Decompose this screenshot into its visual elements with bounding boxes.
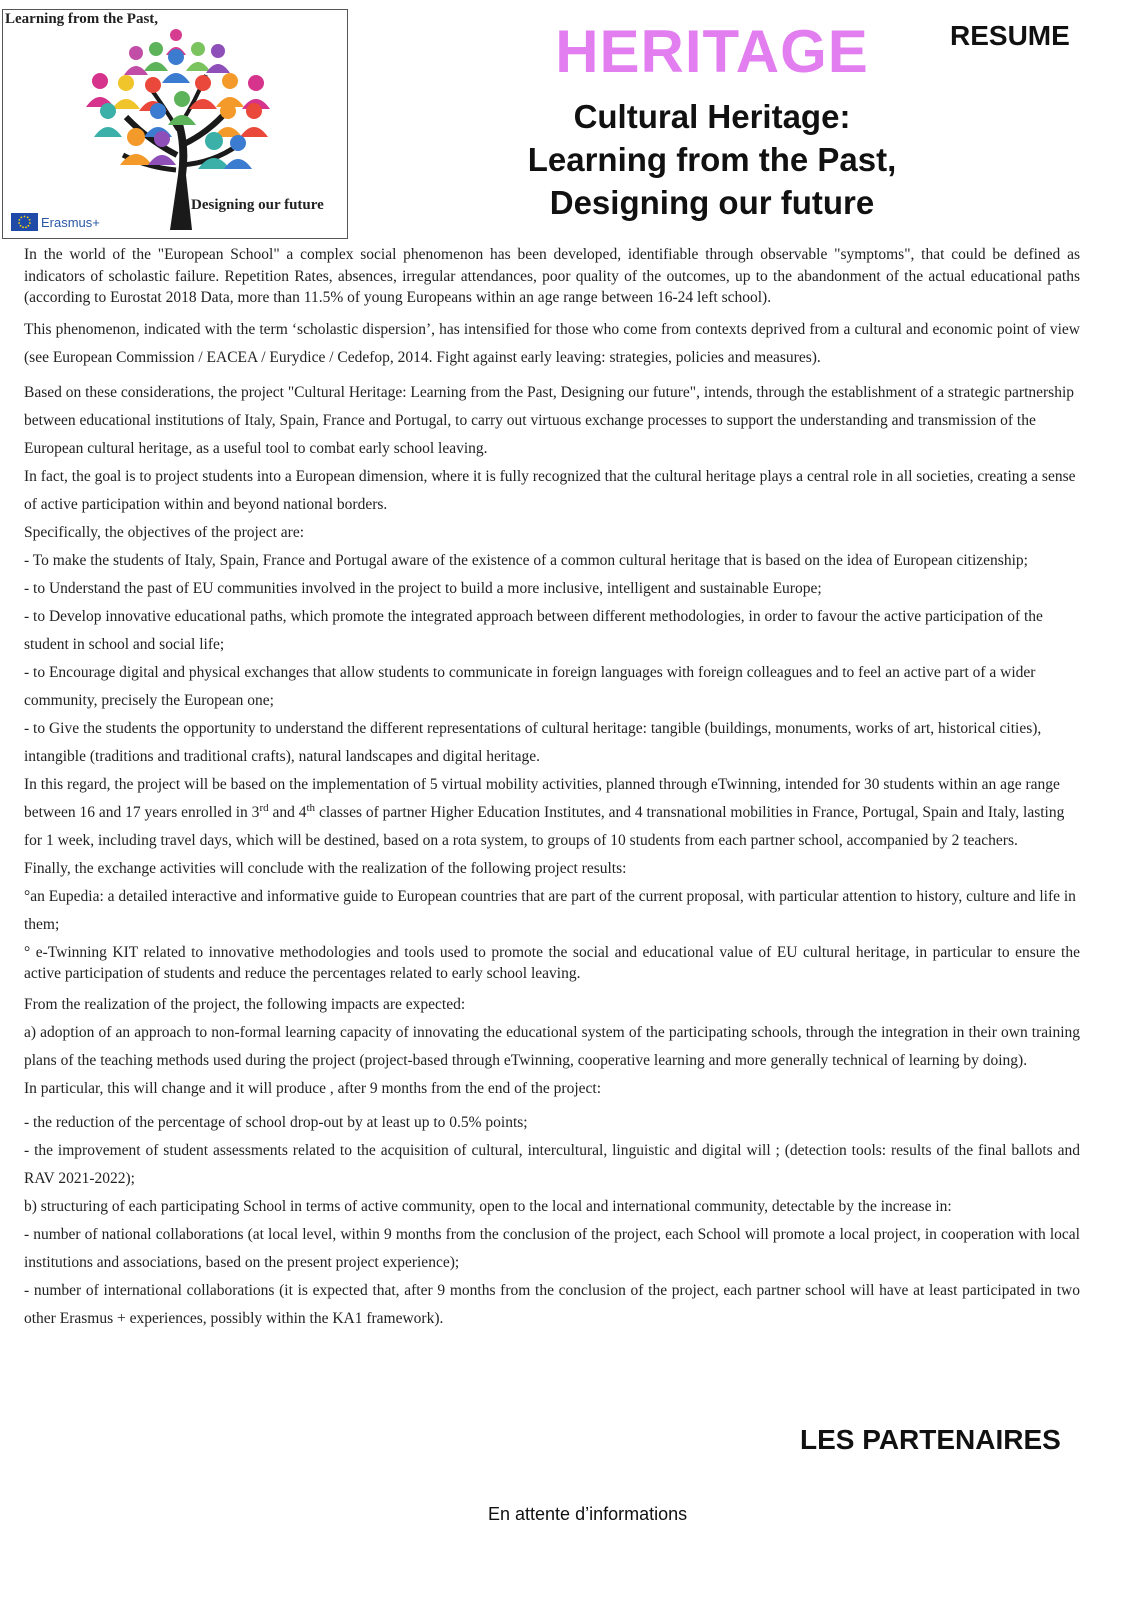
- mobility-text-b: and 4: [268, 803, 307, 821]
- ordinal-suffix: rd: [259, 801, 269, 814]
- impact-a-paragraph: a) adoption of an approach to non-formal learning capacity of innovating the educational system of the participating schools, through the integration in their own training plans of the teaching methods used during the project (project-based through eTwinning, cooperative learning and more generally technical of learning by doing).: [24, 1023, 1080, 1069]
- intro-paragraph: In the world of the "European School" a complex social phenomenon has been developed, identifiable through observable "symptoms", that could be defined as indicators of scholastic failure. Repetition Rates, absences, irregular attendances, poor quality of the outcomes, up to the abandonment of the actual educational paths (according to Eurostat 2018 Data, more than 11.5% of young Europeans within an age range between 16-24 left school).: [24, 246, 1080, 306]
- impacts-intro: From the realization of the project, the following impacts are expected:: [24, 995, 466, 1013]
- impact-timing-paragraph: In particular, this will change and it will produce , after 9 months from the end of the project:: [24, 1079, 602, 1097]
- impact-item: - the reduction of the percentage of school drop-out by at least up to 0.5% points;: [24, 1113, 528, 1131]
- results-intro: Finally, the exchange activities will conclude with the realization of the following project results:: [24, 859, 627, 877]
- result-item: ° e-Twinning KIT related to innovative methodologies and tools used to promote the social and educational value of EU cultural heritage, in particular to ensure the active participation of students and reduce the percentages related to early school leaving.: [24, 943, 1080, 982]
- partners-heading: LES PARTENAIRES: [800, 1424, 1061, 1455]
- pending-info-text: En attente d’informations: [488, 1504, 688, 1524]
- goal-paragraph: In fact, the goal is to project students into a European dimension, where it is fully recognized that the cultural heritage plays a central role in all societies, creating a sense of active participation within and beyond national borders.: [24, 467, 1076, 513]
- mobility-text-a: In this regard, the project will be based on the implementation of 5 virtual mobility activities, planned through eTwinning, intended for 30 students within an age range between 16 and 17 years enrolled in 3: [24, 775, 1060, 821]
- objective-item: - to Give the students the opportunity to understand the different representations of cultural heritage: tangible (buildings, monuments, works of art, historical cities), intangible (traditions and traditional crafts), natural landscapes and digital heritage.: [24, 719, 1042, 765]
- objective-item: - to Encourage digital and physical exchanges that allow students to communicate in foreign languages with foreign colleagues and to feel an active part of a wider community, precisely the European one;: [24, 663, 1036, 709]
- project-logo: [2, 9, 348, 239]
- document-subtitle: [352, 95, 1072, 224]
- dispersion-paragraph: This phenomenon, indicated with the term ‘scholastic dispersion’, has intensified for those who come from contexts deprived from a cultural and economic point of view (see European Commission / EACEA / Eurydice / Cedefop, 2014. Fight against early leaving: strategies, policies and measures).: [24, 320, 1080, 366]
- considerations-paragraph: Based on these considerations, the project "Cultural Heritage: Learning from the Past, Designing our future", intends, through the establishment of a strategic partnership between educational institutions of Italy, Spain, France and Portugal, to carry out virtuous exchange processes to support the understanding and transmission of the European cultural heritage, as a useful tool to combat early school leaving.: [24, 383, 1075, 457]
- erasmus-label: Erasmus+: [41, 214, 100, 230]
- impact-item: - the improvement of student assessments related to the acquisition of cultural, intercultural, linguistic and digital will ; (detection tools: results of the final ballots and RAV 2021-2022);: [24, 1141, 1080, 1187]
- eu-flag-icon: [11, 213, 38, 231]
- resume-body: [24, 244, 1080, 1333]
- subtitle-line: Cultural Heritage:: [573, 98, 851, 135]
- objectives-intro: Specifically, the objectives of the project are:: [24, 523, 305, 541]
- mobility-paragraph: [24, 771, 1080, 855]
- objective-item: - To make the students of Italy, Spain, France and Portugal aware of the existence of a common cultural heritage that is based on the idea of European citizenship;: [24, 551, 1028, 569]
- objective-item: - to Understand the past of EU communities involved in the project to build a more inclusive, intelligent and sustainable Europe;: [24, 579, 822, 597]
- objective-item: - to Develop innovative educational paths, which promote the integrated approach between different methodologies, in order to favour the active participation of the student in school and social life;: [24, 607, 1043, 653]
- result-item: °an Eupedia: a detailed interactive and informative guide to European countries that are part of the current proposal, with particular attention to history, culture and life in them;: [24, 887, 1076, 933]
- resume-heading: RESUME: [950, 20, 1070, 51]
- subtitle-line: Designing our future: [549, 184, 875, 221]
- impact-item: - number of national collaborations (at local level, within 9 months from the conclusion of the project, each School will promote a local project, in cooperation with local institutions and associations, based on the present project experience);: [24, 1225, 1080, 1271]
- brand-title: HERITAGE: [555, 18, 869, 85]
- mobility-text-c: classes of partner Higher Education Institutes, and 4 transnational mobilities in France, Portugal, Spain and Italy, lasting for 1 week, including travel days, which will be destined, based on a rota system, to groups of 10 students from each partner school, accompanied by 2 teachers.: [24, 803, 1065, 849]
- impact-item: - number of international collaborations (it is expected that, after 9 months from the conclusion of the project, each partner school will have at least participated in two other Erasmus + experiences, possibly within the KA1 framework).: [24, 1281, 1080, 1327]
- subtitle-line: Learning from the Past,: [527, 141, 897, 178]
- erasmus-badge: [11, 213, 100, 231]
- impact-b-paragraph: b) structuring of each participating School in terms of active community, open to the local and international community, detectable by the increase in:: [24, 1197, 952, 1215]
- ordinal-suffix: th: [306, 801, 316, 814]
- logo-top-text: Learning from the Past,: [5, 11, 159, 27]
- logo-bottom-text: Designing our future: [191, 197, 324, 213]
